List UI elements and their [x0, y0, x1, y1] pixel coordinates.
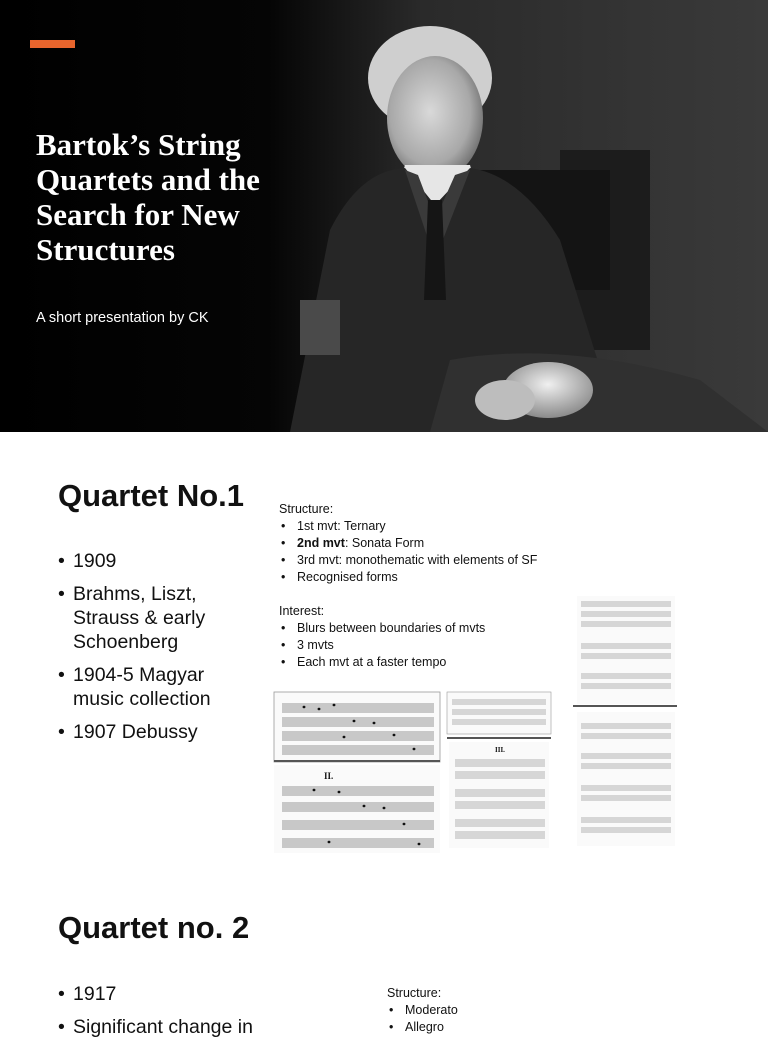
score-excerpt-image [274, 765, 440, 853]
score-excerpt-image [447, 692, 551, 734]
slide-heading: Quartet no. 2 [58, 910, 250, 945]
score-excerpt-image [449, 742, 549, 848]
bullet-item: • 1904-5 Magyar music collection [58, 663, 258, 711]
bullet-list [58, 549, 258, 753]
interest-label: Interest: [279, 604, 325, 618]
structure-label: Structure: [387, 986, 442, 1000]
divider [573, 705, 677, 707]
bullet-item: • 1909 [58, 549, 258, 573]
structure-item: • Recognised forms [279, 569, 579, 586]
slide-heading: Quartet No.1 [58, 478, 245, 513]
structure-item: • 3rd mvt: monothematic with elements of SF [279, 552, 579, 569]
bullet-item: • 1907 Debussy [58, 720, 258, 744]
divider [274, 760, 440, 762]
score-label: III. [495, 746, 505, 754]
interest-item: • 3 mvts [279, 637, 579, 654]
bullet-list [58, 982, 288, 1048]
structure-item: • Allegro [387, 1019, 587, 1036]
structure-list [279, 518, 579, 586]
accent-bar [30, 40, 75, 48]
score-excerpt-mvt2 [274, 765, 440, 853]
structure-block [279, 501, 579, 671]
slide-subtitle: A short presentation by CK [36, 310, 209, 326]
structure-item: • 1st mvt: Ternary [279, 518, 579, 535]
bullet-item: • 1917 [58, 982, 288, 1006]
interest-item: • Each mvt at a faster tempo [279, 654, 579, 671]
score-excerpt-mvt3 [449, 742, 549, 848]
structure-label: Structure: [279, 502, 334, 516]
score-excerpt-mvt1 [274, 692, 440, 762]
structure-item: • Moderato [387, 1002, 587, 1019]
interest-list [279, 620, 579, 671]
score-label: II. [324, 771, 334, 781]
quartet-2-slide [0, 864, 768, 1038]
score-excerpt-right-top [577, 596, 675, 704]
score-excerpt-image [577, 712, 675, 846]
structure-block [387, 985, 587, 1036]
quartet-1-slide [0, 432, 768, 864]
score-excerpt-right-bottom [577, 712, 675, 846]
bullet-item: • Brahms, Liszt, Strauss & early Schoenberg [58, 582, 258, 654]
score-excerpt-image [274, 692, 440, 762]
bullet-item: • Significant change in [58, 1015, 288, 1039]
score-excerpt-image [577, 596, 675, 704]
title-slide [0, 0, 768, 432]
structure-list [387, 1002, 587, 1036]
divider [447, 737, 551, 739]
structure-item: • 2nd mvt: Sonata Form [279, 535, 579, 552]
score-excerpt-small [447, 692, 551, 734]
slide-title: Bartok’s String Quartets and the Search for New Structures [36, 127, 260, 267]
interest-item: • Blurs between boundaries of mvts [279, 620, 579, 637]
